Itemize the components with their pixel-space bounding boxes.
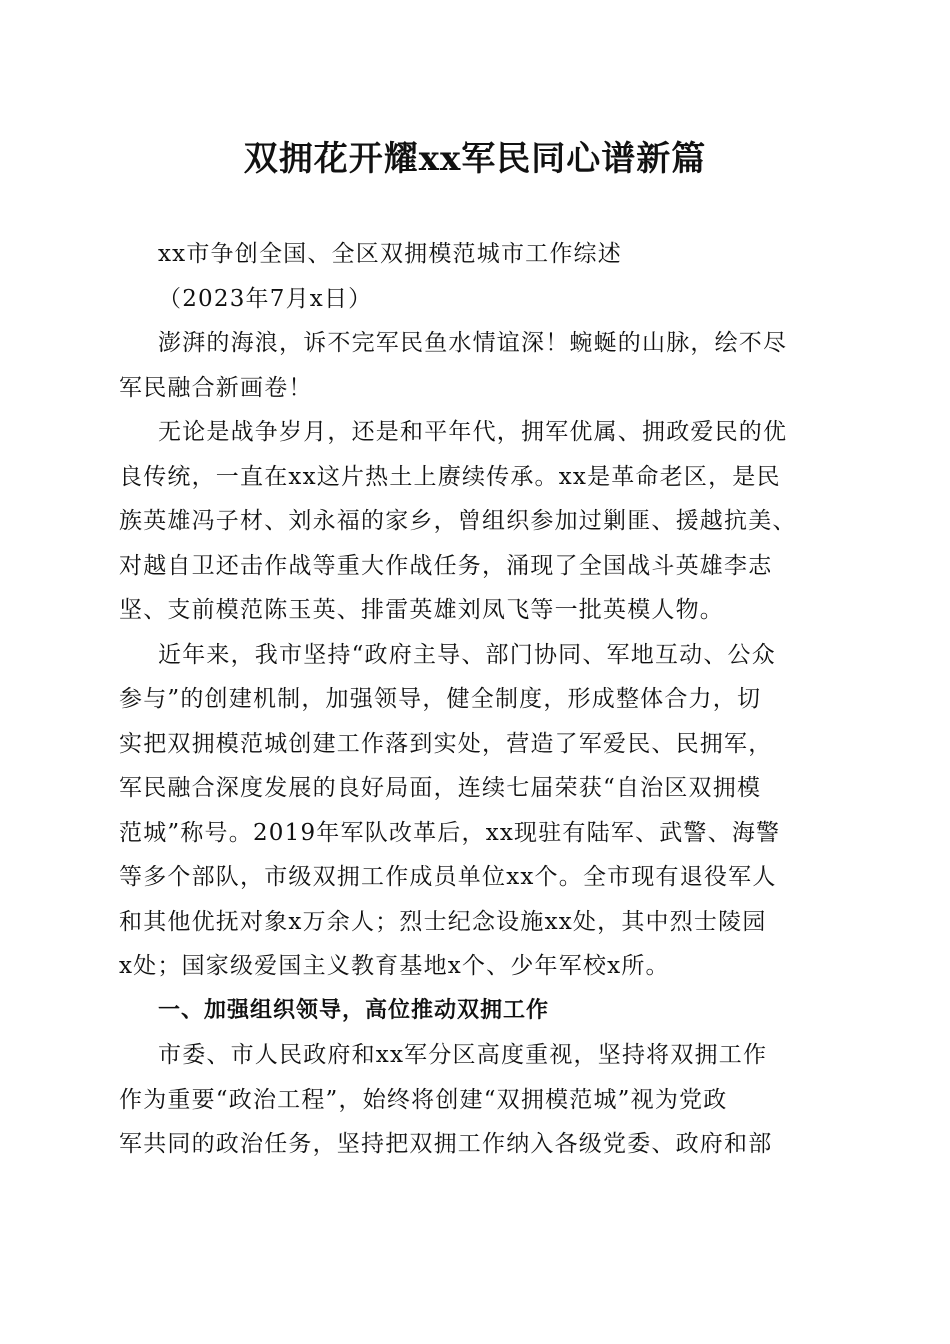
- paragraph-line: 和其他优抚对象x万余人；烈士纪念设施xx处，其中烈士陵园: [119, 908, 767, 935]
- paragraph-line: 对越自卫还击作战等重大作战任务，涌现了全国战斗英雄李志: [119, 552, 773, 579]
- paragraph-line: 作为重要“政治工程”，始终将创建“双拥模范城”视为党政: [119, 1086, 728, 1113]
- paragraph-line: 良传统，一直在xx这片热土上赓续传承。xx是革命老区，是民: [119, 463, 781, 490]
- paragraph-line: 等多个部队，市级双拥工作成员单位xx个。全市现有退役军人: [119, 864, 777, 890]
- document-title: 双拥花开耀xx军民同心谱新篇: [243, 139, 707, 179]
- paragraph-line: 族英雄冯子材、刘永福的家乡，曾组织参加过剿匪、援越抗美、: [119, 508, 797, 534]
- paragraph-line: 军民融合新画卷！: [119, 374, 313, 401]
- paragraph-line: 参与”的创建机制，加强领导，健全制度，形成整体合力，切: [119, 686, 762, 712]
- subtitle: xx市争创全国、全区双拥模范城市工作综述: [158, 241, 622, 267]
- paragraph-line: x处；国家级爱国主义教育基地x个、少年军校x所。: [119, 953, 670, 979]
- paragraph-line: 无论是战争岁月，还是和平年代，拥军优属、拥政爱民的优: [158, 419, 788, 445]
- date-line: （2023年7月x日）: [158, 285, 373, 312]
- paragraph-line: 坚、支前模范陈玉英、排雷英雄刘凤飞等一批英模人物。: [119, 597, 724, 623]
- paragraph-line: 澎湃的海浪，诉不完军民鱼水情谊深！蜿蜒的山脉，绘不尽: [158, 330, 788, 356]
- paragraph-line: 军共同的政治任务，坚持把双拥工作纳入各级党委、政府和部: [119, 1131, 773, 1157]
- paragraph-line: 市委、市人民政府和xx军分区高度重视，坚持将双拥工作: [158, 1042, 768, 1068]
- paragraph-line: 近年来，我市坚持“政府主导、部门协同、军地互动、公众: [158, 641, 776, 668]
- paragraph-line: 范城”称号。2019年军队改革后，xx现驻有陆军、武警、海警: [119, 819, 781, 846]
- section-heading: 一、加强组织领导，高位推动双拥工作: [158, 997, 550, 1023]
- document-body: [119, 232, 827, 1167]
- paragraph-line: 军民融合深度发展的良好局面，连续七届荣获“自治区双拥模: [119, 775, 762, 801]
- paragraph-line: 实把双拥模范城创建工作落到实处，营造了军爱民、民拥军，: [119, 730, 773, 757]
